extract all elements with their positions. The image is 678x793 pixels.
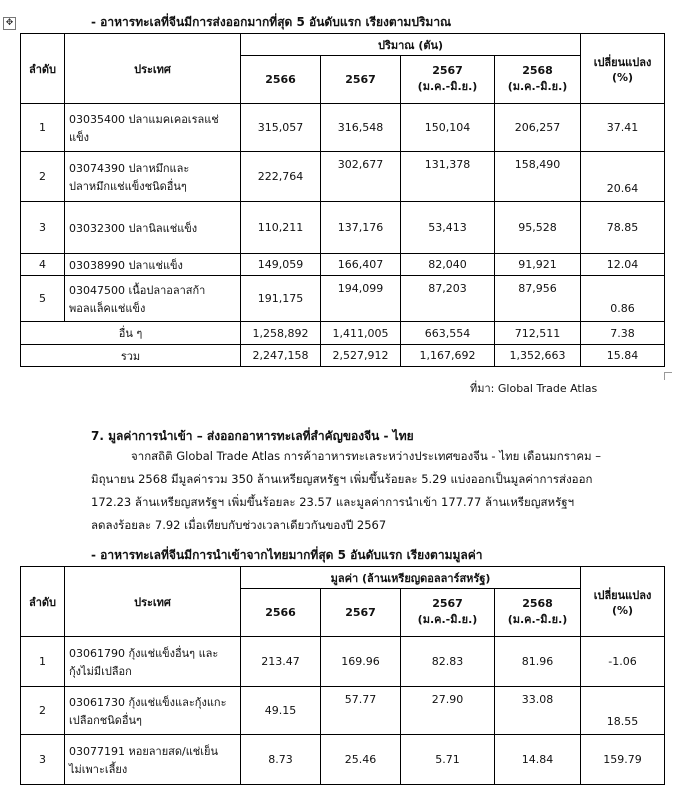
table-row [21, 104, 665, 152]
header-2567-partial-period: (ม.ค.-มิ.ย.) [417, 613, 478, 626]
header-2567-partial [401, 589, 495, 637]
row-rank: 1 [21, 104, 65, 152]
cell-2568-partial: 91,921 [495, 254, 581, 276]
cell-change: -1.06 [581, 637, 665, 687]
product-line: 03032300 ปลานิลแช่แข็ง [69, 221, 198, 235]
header-2567-partial-period: (ม.ค.-มิ.ย.) [417, 80, 478, 93]
row-rank: 3 [21, 202, 65, 254]
paragraph-text: จากสถิติ Global Trade Atlas การค้าอาหารทะเลระหว่างประเทศของจีน - ไทย เดือนมกราคม – [131, 449, 602, 463]
product-line: 03035400 ปลาแมคเคอเรลแช่ [69, 112, 219, 126]
header-change-label: เปลี่ยนแปลง [593, 56, 652, 69]
header-2568-partial [495, 589, 581, 637]
source-note: ที่มา: Global Trade Atlas [470, 382, 598, 395]
table-row-others [21, 322, 665, 345]
cell-2567-partial: 663,554 [401, 322, 495, 345]
cell-2568-partial: 158,490 [495, 152, 581, 202]
cell-2568-partial: 1,352,663 [495, 345, 581, 367]
header-value-group: มูลค่า (ล้านเหรียญดอลลาร์สหรัฐ) [241, 567, 581, 589]
cell-2567-partial: 87,203 [401, 276, 495, 322]
product-line: 03061790 กุ้งแช่แข็งอื่นๆ และ [69, 646, 219, 660]
cell-2566: 213.47 [241, 637, 321, 687]
header-change [581, 34, 665, 104]
product-line: 03074390 ปลาหมึกและ [69, 161, 190, 175]
cell-2567-partial: 5.71 [401, 735, 495, 785]
table-move-handle-icon[interactable]: ✥ [3, 17, 16, 30]
cell-2567: 316,548 [321, 104, 401, 152]
cell-2566: 191,175 [241, 276, 321, 322]
margin-corner-mark [664, 372, 672, 380]
header-change-unit: (%) [611, 71, 634, 84]
product-line: ไม่เพาะเลี้ยง [69, 762, 128, 776]
header-2568-partial-year: 2568 [522, 64, 553, 77]
cell-2566: 149,059 [241, 254, 321, 276]
table-row [21, 637, 665, 687]
cell-change: 7.38 [581, 322, 665, 345]
cell-2567: 57.77 [321, 687, 401, 735]
header-rank: ลำดับ [21, 34, 65, 104]
product-line: แข็ง [69, 130, 89, 144]
header-2567-partial-year: 2567 [432, 64, 463, 77]
cell-2566: 222,764 [241, 152, 321, 202]
header-volume-group: ปริมาณ (ตัน) [241, 34, 581, 56]
paragraph-line [91, 445, 621, 468]
header-2567: 2567 [321, 589, 401, 637]
header-2567: 2567 [321, 56, 401, 104]
cell-2566: 2,247,158 [241, 345, 321, 367]
header-2568-partial-period: (ม.ค.-มิ.ย.) [507, 80, 568, 93]
cell-change: 18.55 [581, 687, 665, 735]
cell-2567-partial: 82,040 [401, 254, 495, 276]
row-rank: 2 [21, 687, 65, 735]
cell-2567: 1,411,005 [321, 322, 401, 345]
product-line: 03038990 ปลาแช่แข็ง [69, 258, 183, 272]
cell-2567: 25.46 [321, 735, 401, 785]
export-volume-table [20, 33, 665, 367]
header-2566: 2566 [241, 56, 321, 104]
paragraph-line: มิถุนายน 2568 มีมูลค่ารวม 350 ล้านเหรียญสหรัฐฯ เพิ่มขึ้นร้อยละ 5.29 แบ่งออกเป็นมูลค่าการส่งออก [91, 472, 593, 486]
cell-2567: 302,677 [321, 152, 401, 202]
cell-2568-partial: 87,956 [495, 276, 581, 322]
others-label: อื่น ๆ [21, 322, 241, 345]
row-product [65, 202, 241, 254]
product-line: พอลแล็คแช่แข็ง [69, 301, 146, 315]
header-2566: 2566 [241, 589, 321, 637]
row-rank: 2 [21, 152, 65, 202]
row-product [65, 687, 241, 735]
table-row [21, 202, 665, 254]
row-product [65, 637, 241, 687]
cell-2566: 110,211 [241, 202, 321, 254]
cell-2566: 49.15 [241, 687, 321, 735]
cell-change: 20.64 [581, 152, 665, 202]
import-value-table [20, 566, 665, 785]
product-line: ปลาหมึกแช่แข็งชนิดอื่นๆ [69, 179, 187, 193]
header-change-unit: (%) [611, 604, 634, 617]
row-product [65, 104, 241, 152]
product-line: กุ้งไม่มีเปลือก [69, 664, 132, 678]
row-rank: 4 [21, 254, 65, 276]
cell-2567: 194,099 [321, 276, 401, 322]
product-line: 03077191 หอยลายสด/แช่เย็น [69, 744, 218, 758]
row-rank: 5 [21, 276, 65, 322]
cell-2567: 137,176 [321, 202, 401, 254]
table1-heading: - อาหารทะเลที่จีนมีการส่งออกมากที่สุด 5 อันดับแรก เรียงตามปริมาณ [91, 15, 452, 29]
cell-2568-partial: 206,257 [495, 104, 581, 152]
header-2567-partial [401, 56, 495, 104]
cell-2568-partial: 14.84 [495, 735, 581, 785]
cell-change: 15.84 [581, 345, 665, 367]
cell-change: 37.41 [581, 104, 665, 152]
product-line: เปลือกชนิดอื่นๆ [69, 713, 142, 727]
cell-change: 0.86 [581, 276, 665, 322]
table-row [21, 254, 665, 276]
cell-change: 78.85 [581, 202, 665, 254]
header-change-label: เปลี่ยนแปลง [593, 589, 652, 602]
section-7-paragraph [91, 445, 621, 537]
table-row [21, 152, 665, 202]
header-2567-partial-year: 2567 [432, 597, 463, 610]
header-rank: ลำดับ [21, 567, 65, 637]
header-change [581, 567, 665, 637]
cell-2567-partial: 82.83 [401, 637, 495, 687]
section-7-title: 7. มูลค่าการนำเข้า – ส่งออกอาหารทะเลที่สำคัญของจีน - ไทย [91, 429, 414, 443]
cell-2568-partial: 95,528 [495, 202, 581, 254]
row-product [65, 276, 241, 322]
cell-2567-partial: 27.90 [401, 687, 495, 735]
cell-2567: 2,527,912 [321, 345, 401, 367]
row-rank: 1 [21, 637, 65, 687]
header-2568-partial [495, 56, 581, 104]
cell-change: 159.79 [581, 735, 665, 785]
header-2568-partial-period: (ม.ค.-มิ.ย.) [507, 613, 568, 626]
cell-2567: 169.96 [321, 637, 401, 687]
header-country: ประเทศ [65, 34, 241, 104]
table-row [21, 735, 665, 785]
row-product [65, 735, 241, 785]
cell-2568-partial: 712,511 [495, 322, 581, 345]
table-row [21, 687, 665, 735]
paragraph-line: ลดลงร้อยละ 7.92 เมื่อเทียบกับช่วงเวลาเดียวกันของปี 2567 [91, 518, 387, 532]
cell-2568-partial: 81.96 [495, 637, 581, 687]
cell-2567: 166,407 [321, 254, 401, 276]
product-line: 03047500 เนื้อปลาอลาสก้า [69, 283, 206, 297]
cell-2566: 8.73 [241, 735, 321, 785]
paragraph-line: 172.23 ล้านเหรียญสหรัฐฯ เพิ่มขึ้นร้อยละ 23.57 และมูลค่าการนำเข้า 177.77 ล้านเหรียญสหรัฐฯ [91, 495, 575, 509]
row-rank: 3 [21, 735, 65, 785]
cell-2566: 1,258,892 [241, 322, 321, 345]
table-row [21, 276, 665, 322]
total-label: รวม [21, 345, 241, 367]
cell-2566: 315,057 [241, 104, 321, 152]
header-2568-partial-year: 2568 [522, 597, 553, 610]
product-line: 03061730 กุ้งแช่แข็งและกุ้งแกะ [69, 695, 227, 709]
table-row-total [21, 345, 665, 367]
cell-2567-partial: 131,378 [401, 152, 495, 202]
header-country: ประเทศ [65, 567, 241, 637]
cell-2568-partial: 33.08 [495, 687, 581, 735]
cell-2567-partial: 150,104 [401, 104, 495, 152]
row-product [65, 152, 241, 202]
table2-heading: - อาหารทะเลที่จีนมีการนำเข้าจากไทยมากที่สุด 5 อันดับแรก เรียงตามมูลค่า [91, 548, 483, 562]
cell-change: 12.04 [581, 254, 665, 276]
cell-2567-partial: 1,167,692 [401, 345, 495, 367]
row-product [65, 254, 241, 276]
cell-2567-partial: 53,413 [401, 202, 495, 254]
